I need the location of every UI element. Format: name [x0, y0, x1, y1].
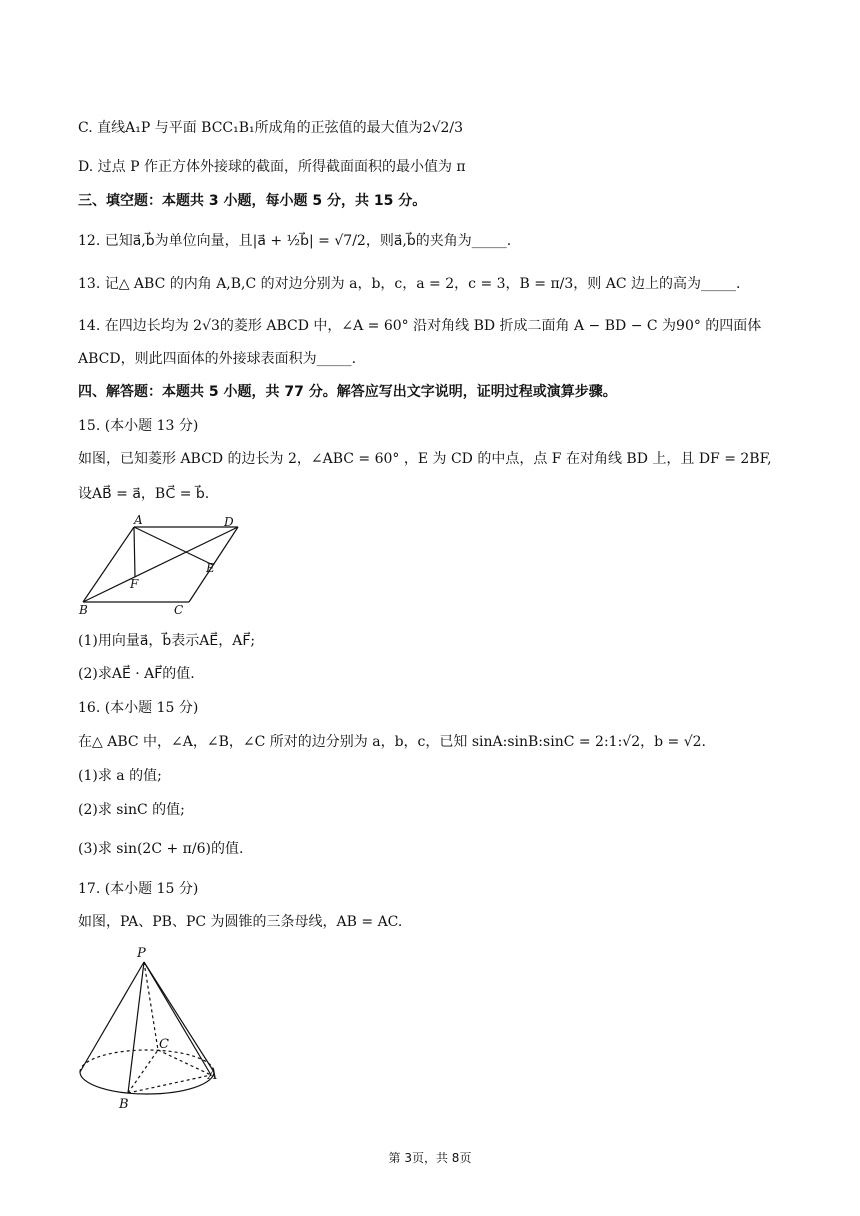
- label-f: F: [130, 577, 139, 591]
- label-b: B: [79, 603, 88, 617]
- label-d: D: [224, 515, 234, 529]
- section-3-heading: 三、填空题：本题共 3 小题，每小题 5 分，共 15 分。: [78, 193, 427, 209]
- label-c: C: [174, 603, 184, 617]
- question-15-part-2: (2)求AE⃗ · AF⃗的值.: [78, 666, 195, 682]
- question-13: 13. 记△ ABC 的内角 A,B,C 的对边分别为 a，b，c，a = 2，c = 3，B = π/3，则 AC 边上的高为_____.: [78, 276, 741, 292]
- question-15-line-2: 设AB⃗ = a⃗，BC⃗ = b⃗.: [78, 486, 210, 502]
- question-15-part-1: (1)用向量a⃗，b⃗表示AE⃗，AF⃗;: [78, 633, 256, 649]
- generatrix-pa: [144, 962, 211, 1075]
- rhombus-side-ab: [83, 527, 134, 602]
- generatrix-right: [144, 962, 214, 1072]
- label-a: A: [134, 514, 143, 527]
- label-c-cone: C: [159, 1037, 169, 1052]
- option-c: C. 直线A₁P 与平面 BCC₁B₁所成角的正弦值的最大值为2√2/3: [78, 120, 463, 136]
- chord-ab: [128, 1075, 211, 1093]
- option-d: D. 过点 P 作正方体外接球的截面，所得截面面积的最小值为 π: [78, 159, 466, 175]
- question-14-line-1: 14. 在四边长均为 2√3的菱形 ABCD 中，∠A = 60° 沿对角线 BD 折成二面角 A − BD − C 为90° 的四面体: [78, 318, 762, 334]
- page-footer: 第 3页，共 8页: [388, 1151, 472, 1165]
- label-a-cone: A: [208, 1068, 218, 1083]
- question-15-line-1: 如图，已知菱形 ABCD 的边长为 2，∠ABC = 60° ，E 为 CD 的中点，点 F 在对角线 BD 上，且 DF = 2BF,: [78, 451, 772, 467]
- question-16-part-3: (3)求 sin(2C + π/6)的值.: [78, 841, 244, 857]
- cone-figure: [74, 942, 234, 1112]
- question-17-heading: 17. (本小题 15 分): [78, 881, 199, 897]
- generatrix-pb: [128, 962, 144, 1093]
- question-16-part-2: (2)求 sinC 的值;: [78, 802, 185, 818]
- label-e: E: [206, 561, 215, 575]
- rhombus-figure: [76, 514, 246, 619]
- segment-ae: [134, 527, 213, 565]
- label-p: P: [137, 946, 146, 961]
- question-16-part-1: (1)求 a 的值;: [78, 768, 162, 784]
- question-14-line-2: ABCD，则此四面体的外接球表面积为_____.: [78, 351, 357, 367]
- generatrix-pc: [144, 962, 158, 1050]
- cone-base-front: [80, 1072, 214, 1094]
- question-12: 12. 已知a⃗,b⃗为单位向量，且|a⃗ + ½b⃗| = √7/2，则a⃗,b⃗的夹角为_____.: [78, 233, 512, 249]
- question-16-heading: 16. (本小题 15 分): [78, 700, 199, 716]
- segment-af: [134, 527, 135, 577]
- generatrix-left: [80, 962, 144, 1072]
- question-15-heading: 15. (本小题 13 分): [78, 418, 199, 434]
- section-4-heading: 四、解答题：本题共 5 小题，共 77 分。解答应写出文字说明，证明过程或演算步骤。: [78, 384, 617, 400]
- question-17-line-1: 如图，PA、PB、PC 为圆锥的三条母线，AB = AC.: [78, 914, 403, 930]
- label-b-cone: B: [119, 1097, 129, 1112]
- question-16-line-1: 在△ ABC 中，∠A，∠B，∠C 所对的边分别为 a，b，c，已知 sinA:sinB:sinC = 2:1:√2，b = √2.: [78, 734, 706, 750]
- cone-base-back: [80, 1050, 214, 1072]
